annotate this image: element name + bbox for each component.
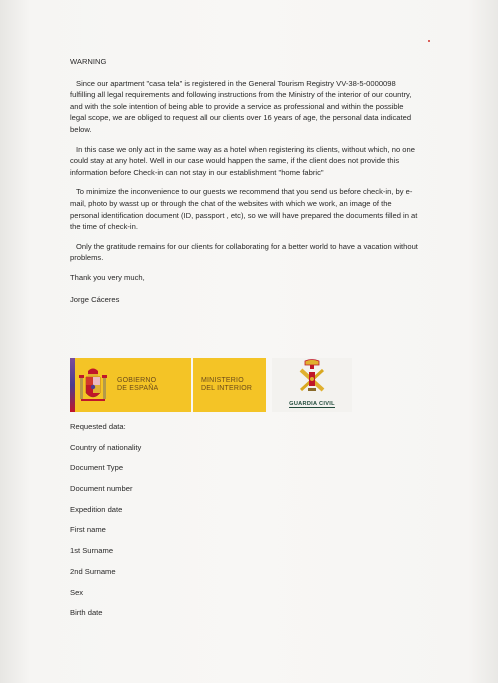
field-birth-date: Birth date	[70, 608, 103, 618]
scan-speck	[428, 40, 430, 42]
field-sex: Sex	[70, 587, 84, 597]
guardia-civil-logo	[272, 358, 352, 412]
gobierno-ministerio-logo	[70, 358, 266, 412]
field-second-surname: 2nd Surname	[70, 566, 116, 576]
field-first-name: First name	[70, 525, 106, 535]
field-expedition-date: Expedition date	[70, 504, 123, 514]
gobierno-text	[111, 358, 191, 412]
spain-coat-of-arms-icon	[75, 358, 111, 412]
field-document-number: Document number	[70, 484, 133, 494]
guardia-civil-emblem-icon	[295, 358, 329, 399]
guardia-civil-label: GUARDIA CIVIL	[289, 401, 335, 407]
notice-paragraph-registration: Since our apartment "casa tela" is registered in the General Tourism Registry VV-38-5-0000098 fulfilling all legal requirements and following instructions from the Ministry of the interior of our country, and with the sole intention of being able to provide a service as professional and within the possible legal scope, we are obliged to request all our clients over 16 years of age, the personal data indicated below.	[70, 78, 412, 134]
requested-data-heading: Requested data:	[70, 422, 126, 431]
notice-paragraph-gratitude: Only the gratitude remains for our clients for collaborating for a better world to have a vacation without problems.	[70, 241, 418, 263]
ministerio-line-1: MINISTERIO	[201, 377, 244, 384]
ministerio-line-2: DEL INTERIOR	[201, 385, 253, 392]
gobierno-line-1: GOBIERNO	[117, 377, 157, 384]
notice-paragraph-hotel: In this case we only act in the same way as a hotel when registering its clients, without which, no one could stay at any hotel. Well in our case would happen the same, if the client does not provide this information before Check-in can not stay in our establishment "home fabric"	[70, 144, 415, 177]
field-country-of-nationality: Country of nationality	[70, 442, 142, 452]
closing-line: Thank you very much,	[70, 272, 145, 282]
government-logos	[70, 358, 352, 412]
signature-name: Jorge Cáceres	[70, 294, 120, 304]
gobierno-line-2: DE ESPAÑA	[117, 385, 159, 392]
field-first-surname: 1st Surname	[70, 546, 114, 556]
ministerio-text	[193, 358, 266, 412]
warning-notice	[70, 56, 420, 305]
notice-paragraph-recommendation: To minimize the inconvenience to our guests we recommend that you send us before check-in, by e-mail, photo by wasst up or through the chat of the websites with which we work, an image of the personal identification document (ID, passport , etc), so we will have prepared the documents filled in at the time of check-in.	[70, 187, 418, 232]
notice-title: WARNING	[70, 57, 107, 66]
requested-data-section	[70, 421, 370, 628]
field-document-type: Document Type	[70, 463, 124, 473]
